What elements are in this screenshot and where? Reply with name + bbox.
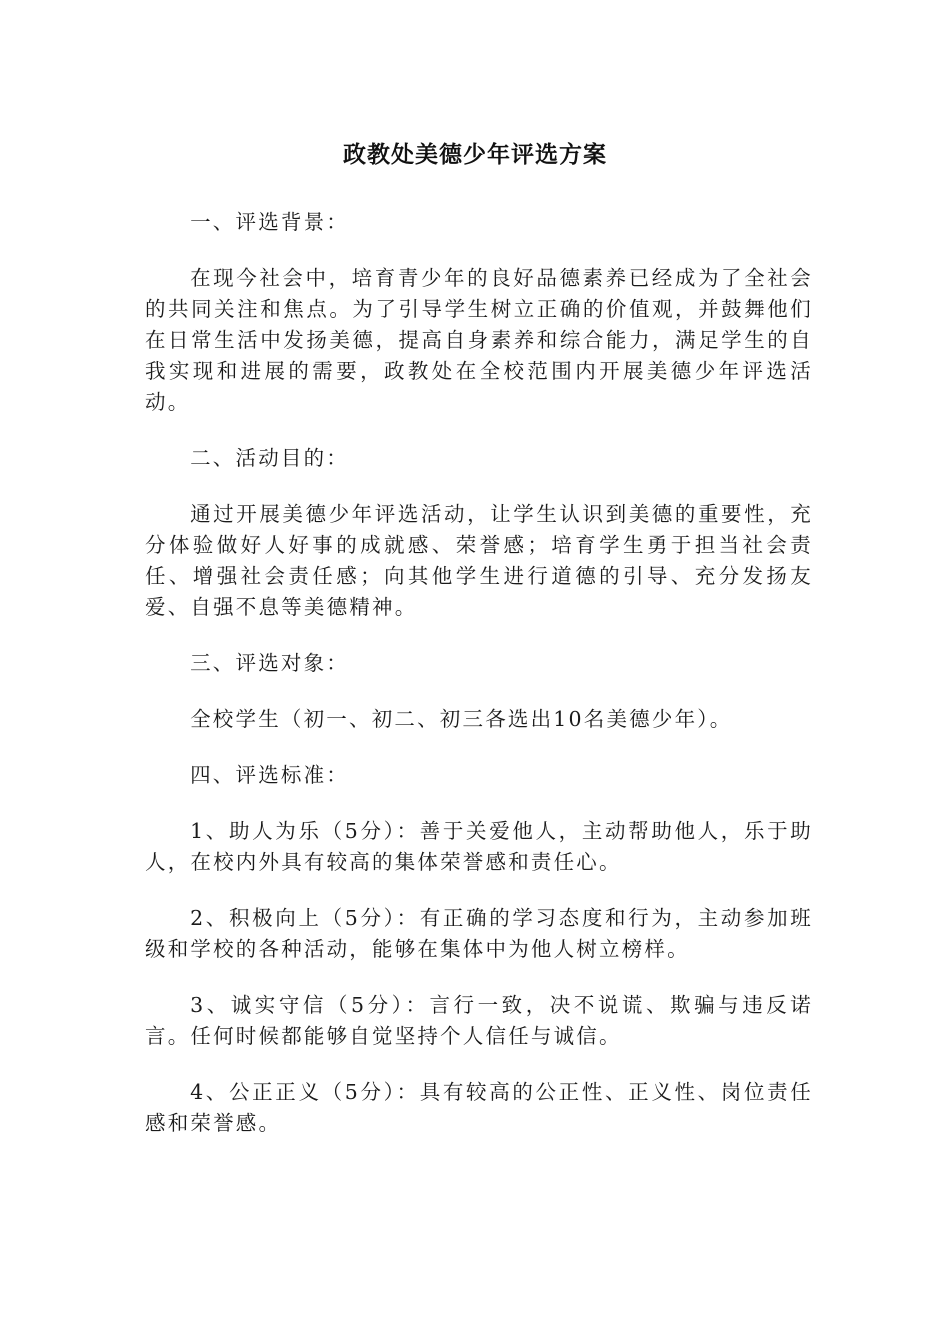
section-heading-criteria: 四、评选标准：	[190, 763, 349, 787]
criteria-item-2: 2、积极向上（5分）：有正确的学习态度和行为，主动参加班级和学校的各种活动，能够在集体中为他人树立榜样。	[145, 906, 813, 961]
section-heading-target: 三、评选对象：	[190, 651, 349, 675]
section-heading-background: 一、评选背景：	[190, 210, 349, 234]
paragraph-target: 全校学生（初一、初二、初三各选出10名美德少年）。	[190, 707, 733, 731]
section-heading-purpose: 二、活动目的：	[190, 446, 349, 470]
paragraph-background: 在现今社会中，培育青少年的良好品德素养已经成为了全社会的共同关注和焦点。为了引导学生树立正确的价值观，并鼓舞他们在日常生活中发扬美德，提高自身素养和综合能力，满足学生的自我实现和进展的需要，政教处在全校范围内开展美德少年评选活动。	[145, 266, 813, 414]
document-title: 政教处美德少年评选方案	[343, 142, 607, 168]
criteria-item-4: 4、公正正义（5分）：具有较高的公正性、正义性、岗位责任感和荣誉感。	[145, 1080, 813, 1135]
paragraph-purpose: 通过开展美德少年评选活动，让学生认识到美德的重要性，充分体验做好人好事的成就感、荣誉感；培育学生勇于担当社会责任、增强社会责任感；向其他学生进行道德的引导、充分发扬友爱、自强不息等美德精神。	[145, 502, 813, 619]
criteria-item-1: 1、助人为乐（5分）：善于关爱他人，主动帮助他人，乐于助人，在校内外具有较高的集体荣誉感和责任心。	[145, 819, 813, 874]
document-body	[145, 207, 813, 1164]
criteria-item-3: 3、诚实守信（5分）：言行一致，决不说谎、欺骗与违反诺言。任何时候都能够自觉坚持个人信任与诚信。	[145, 993, 813, 1048]
